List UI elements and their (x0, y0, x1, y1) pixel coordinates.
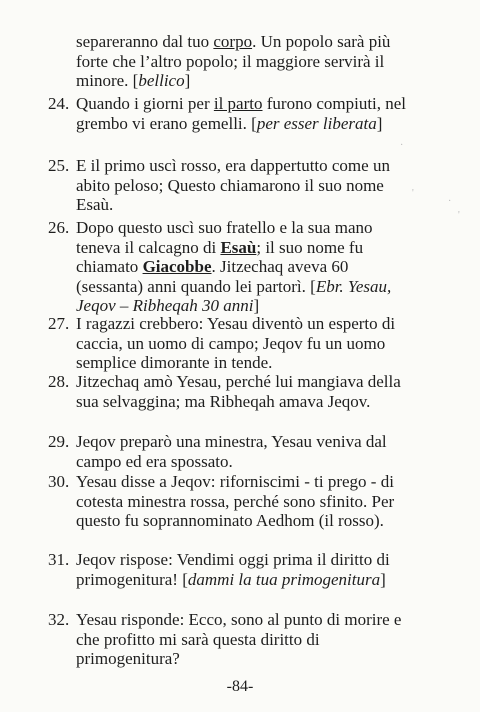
verse-body (48, 32, 408, 91)
underlined-text: il parto (213, 94, 263, 113)
verse-number: 31. (48, 550, 70, 569)
verse-30 (48, 472, 408, 531)
paper-speck-icon: ' (458, 210, 460, 221)
verse-text: . Jitzechaq aveva 60 (sessanta) anni quando lei partorì. [ (76, 257, 349, 296)
verse-body (48, 314, 408, 373)
underlined-text: corpo (213, 32, 253, 51)
verse-24 (48, 94, 408, 133)
verse-number: 25. (48, 156, 70, 175)
verse-28 (48, 372, 408, 411)
verse-text: ] (253, 296, 260, 315)
verse-number: 28. (48, 372, 70, 391)
verse-number: 29. (48, 432, 70, 451)
verse-number: 30. (48, 472, 70, 491)
verse-29 (48, 432, 408, 471)
verse-text: furono compiuti, nel grembo vi erano gemelli. [ (76, 94, 407, 133)
italic-note: per esser liberata (256, 113, 377, 133)
verse-body (48, 156, 408, 215)
verse-32 (48, 610, 408, 669)
verse-text: Quando i giorni per (76, 94, 214, 113)
verse-text: ; il suo nome fu chiamato (76, 237, 364, 276)
verse-body (48, 472, 408, 531)
paper-speck-icon: · (400, 140, 404, 151)
verse-text: . Un popolo sarà più forte che l’altro popolo; il maggiore servirà il minore. [ (76, 32, 391, 90)
verse-body (48, 94, 408, 133)
verse-text: Yesau disse a Jeqov: riforniscimi - ti prego - di cotesta minestra rossa, perché sono sfinito. Per questo fu soprannominato Aedhom (il rosso). (76, 472, 395, 530)
verse-text: ] (376, 113, 383, 133)
verse-number: 24. (48, 94, 70, 113)
verse-number: 32. (48, 610, 70, 629)
verse-text: ] (380, 569, 386, 589)
verse-23-continuation (48, 32, 408, 91)
verse-26 (48, 218, 408, 316)
italic-note: Ebr. Yesau, Jeqov – Ribheqah 30 anni (76, 276, 392, 315)
verse-27 (48, 314, 408, 373)
verse-body (48, 218, 408, 316)
verse-text: ] (184, 71, 191, 90)
paper-speck-icon: ' (412, 188, 414, 199)
page-number: -84- (226, 678, 254, 695)
paper-speck-icon: · (448, 196, 452, 207)
verse-number: 27. (48, 314, 70, 333)
verse-25 (48, 156, 408, 215)
bold-underlined-name: Giacobbe (142, 257, 212, 276)
verse-text: Jitzechaq amò Yesau, perché lui mangiava della sua selvaggina; ma Ribheqah amava Jeqov. (76, 372, 401, 411)
bold-underlined-name: Esaù (220, 237, 257, 257)
verse-body (48, 432, 408, 471)
verse-text: E il primo uscì rosso, era dappertutto come un abito peloso; Questo chiamarono il suo nome Esaù. (76, 156, 390, 214)
verse-31 (48, 550, 408, 589)
verse-text: Dopo questo uscì suo fratello e la sua mano teneva il calcagno di (76, 218, 373, 257)
verse-text: Yesau risponde: Ecco, sono al punto di morire e che profitto mi sarà questa diritto di primogenitura? (76, 610, 402, 668)
verse-text: Jeqov preparò una minestra, Yesau veniva dal campo ed era spossato. (76, 432, 387, 471)
verse-number: 26. (48, 218, 70, 237)
verse-body (48, 550, 408, 589)
verse-body (48, 610, 408, 669)
verse-body (48, 372, 408, 411)
verse-text: separeranno dal tuo (76, 32, 214, 51)
italic-note: bellico (138, 71, 185, 90)
italic-note: dammi la tua primogenitura (187, 569, 381, 589)
verse-text: Jeqov rispose: Vendimi oggi prima il diritto di primogenitura! [ (76, 550, 390, 589)
verse-text: I ragazzi crebbero: Yesau diventò un esperto di caccia, un uomo di campo; Jeqov fu un uomo semplice dimorante in tende. (76, 314, 396, 372)
